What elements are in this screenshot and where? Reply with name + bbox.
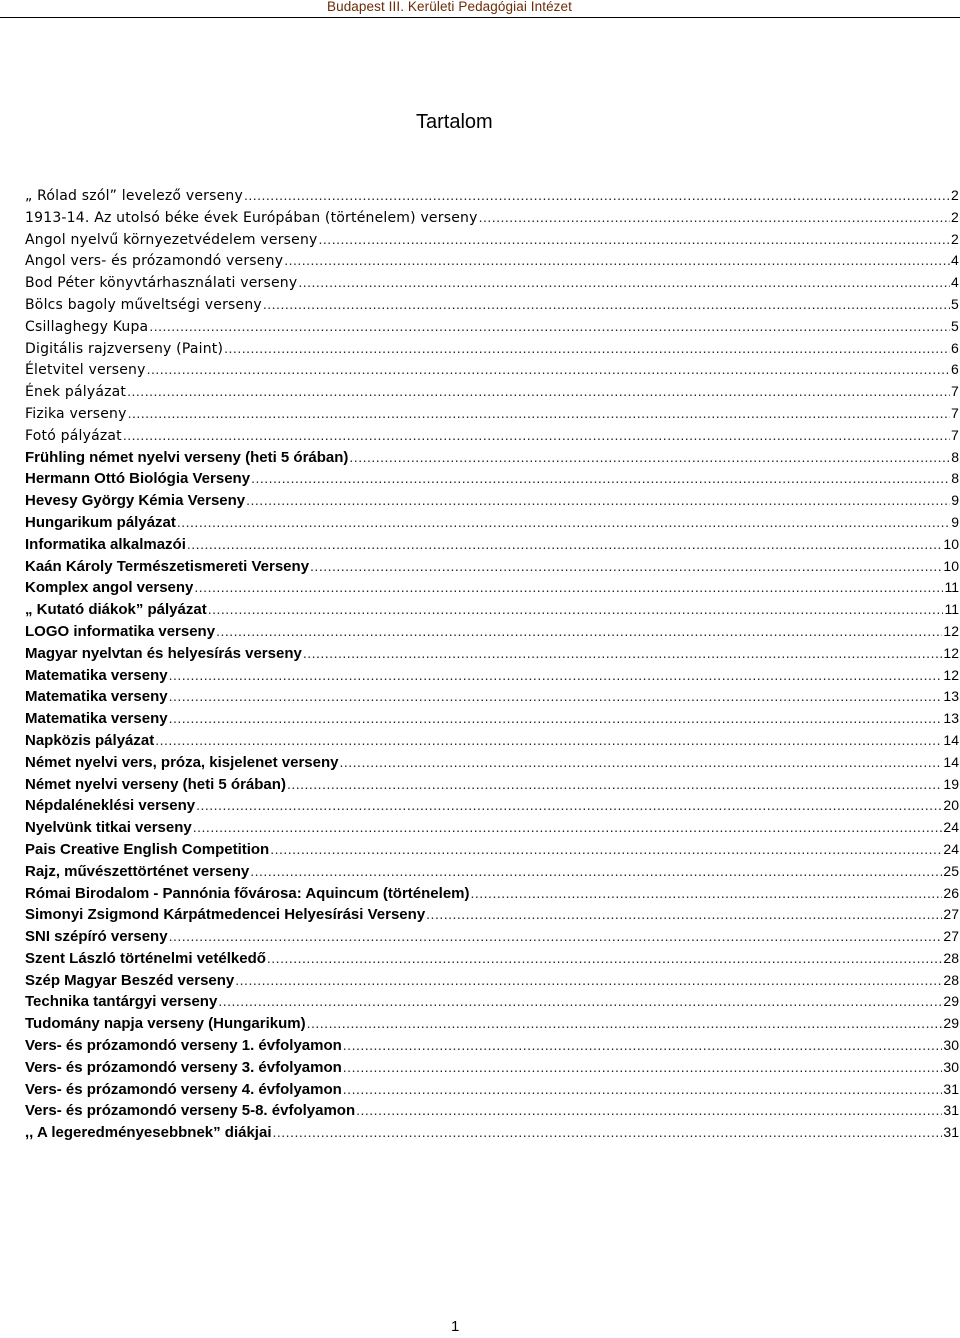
toc-dot-leader [224,338,950,360]
toc-entry-title: Csillaghegy Kupa [25,318,149,335]
toc-entry[interactable] [25,468,959,490]
toc-entry-page: 5 [951,317,959,334]
toc-dot-leader [343,1035,943,1057]
page-header [0,0,960,18]
toc-entry-title: Vers- és prózamondó verseny 4. évfolyamon [25,1080,342,1098]
toc-entry[interactable] [25,490,959,512]
toc-entry-page: 4 [951,274,959,291]
toc-entry[interactable] [25,556,959,578]
toc-entry-title: LOGO informatika verseny [25,622,216,640]
toc-entry-title: Angol vers- és prózamondó verseny [25,253,284,270]
toc-entry[interactable] [25,381,959,403]
toc-dot-leader [235,970,942,992]
toc-dot-leader [216,621,942,643]
toc-dot-leader [298,272,950,294]
toc-entry[interactable] [25,686,959,708]
toc-entry-page: 13 [943,688,959,705]
toc-entry-page: 11 [944,601,959,618]
toc-entry-title: Hevesy György Kémia Verseny [25,492,246,510]
toc-entry[interactable] [25,1122,959,1144]
toc-entry-page: 25 [943,862,959,879]
toc-entry-title: Bölcs bagoly műveltségi verseny [25,296,262,313]
toc-entry[interactable] [25,883,959,905]
toc-entry[interactable] [25,991,959,1013]
toc-entry-title: „ Kutató diákok” pályázat [25,601,207,619]
toc-dot-leader [187,534,943,556]
toc-entry[interactable] [25,447,959,469]
toc-entry-page: 14 [943,731,959,748]
toc-entry-page: 2 [951,208,959,225]
toc-entry[interactable] [25,316,959,338]
toc-entry[interactable] [25,970,959,992]
toc-entry-title: Hermann Ottó Biológia Verseny [25,470,251,488]
toc-entry-title: Ének pályázat [25,384,127,401]
toc-entry[interactable] [25,948,959,970]
toc-entry[interactable] [25,207,959,229]
toc-entry-title: SNI szépíró verseny [25,928,168,946]
toc-dot-leader [169,686,943,708]
toc-entry-page: 12 [943,666,959,683]
toc-entry-title: „ Rólad szól” levelező verseny [25,188,243,204]
toc-dot-leader [169,926,943,948]
toc-dot-leader [244,185,950,207]
toc-entry-title: Matematika verseny [25,710,168,728]
toc-entry-page: 31 [943,1080,959,1097]
toc-entry[interactable] [25,577,959,599]
toc-entry-page: 28 [943,949,959,966]
toc-dot-leader [479,207,950,229]
toc-entry-page: 19 [943,775,959,792]
toc-dot-leader [426,904,942,926]
header-institution: Budapest III. Kerületi Pedagógiai Intézet [326,0,572,14]
toc-entry-title: Komplex angol verseny [25,579,194,597]
toc-entry[interactable] [25,1079,959,1101]
toc-entry-page: 6 [951,339,959,356]
toc-dot-leader [250,861,942,883]
toc-entry[interactable] [25,250,959,272]
toc-entry-page: 27 [943,906,959,923]
toc-entry[interactable] [25,1013,959,1035]
toc-dot-leader [155,730,942,752]
toc-entry-title: Bod Péter könyvtárhasználati verseny [25,275,298,292]
toc-entry-page: 28 [943,971,959,988]
toc-dot-leader [208,599,944,621]
toc-entry-page: 24 [943,819,959,836]
toc-dot-leader [147,359,950,381]
toc-entry-title: Szép Magyar Beszéd verseny [25,971,235,989]
toc-dot-leader [273,1122,943,1144]
toc-entry-page: 30 [943,1058,959,1075]
toc-dot-leader [343,1057,943,1079]
toc-entry-page: 24 [943,840,959,857]
toc-dot-leader [356,1100,942,1122]
toc-entry-page: 26 [943,884,959,901]
toc-dot-leader [349,447,950,469]
toc-dot-leader [284,250,950,272]
toc-dot-leader [251,468,950,490]
toc-entry-title: Digitális rajzverseny (Paint) [25,340,224,357]
toc-entry[interactable] [25,861,959,883]
toc-entry-title: Fizika verseny [25,405,127,422]
toc-entry[interactable] [25,708,959,730]
toc-entry-page: 31 [943,1102,959,1119]
toc-entry-page: 4 [951,252,959,269]
toc-entry-page: 6 [951,361,959,378]
toc-entry-title: Technika tantárgyi verseny [25,993,218,1011]
toc-dot-leader [193,817,943,839]
toc-entry[interactable] [25,1100,959,1122]
toc-entry-page: 29 [943,993,959,1010]
toc-entry-page: 2 [951,187,959,203]
toc-dot-leader [149,316,950,338]
toc-dot-leader [267,948,943,970]
toc-entry[interactable] [25,403,959,425]
toc-entry-page: 8 [951,470,959,487]
toc-entry-title: Magyar nyelvtan és helyesírás verseny [25,644,302,662]
toc-dot-leader [319,229,950,251]
toc-entry-title: Matematika verseny [25,666,168,684]
toc-entry[interactable] [25,338,959,360]
toc-entry-page: 2 [951,230,959,247]
toc-entry-page: 11 [944,579,959,596]
toc-dot-leader [246,490,950,512]
toc-dot-leader [169,665,943,687]
toc-entry-title: Matematika verseny [25,688,168,706]
toc-entry[interactable] [25,425,959,447]
toc-entry-page: 9 [951,492,959,509]
toc-dot-leader [127,381,950,403]
toc-entry-title: Simonyi Zsigmond Kárpátmedencei Helyesírási Verseny [25,906,426,924]
toc-dot-leader [263,294,950,316]
toc-entry-title: Napközis pályázat [25,731,155,749]
toc-entry-title: Rajz, művészettörténet verseny [25,862,250,880]
toc-entry-title: Életvitel verseny [25,362,146,379]
toc-entry-page: 12 [943,622,959,639]
toc-entry-page: 30 [943,1037,959,1054]
toc-entry[interactable] [25,795,959,817]
toc-dot-leader [343,1079,943,1101]
toc-entry[interactable] [25,665,959,687]
toc-entry-page: 29 [943,1015,959,1032]
toc-entry[interactable] [25,817,959,839]
toc-entry-page: 13 [943,710,959,727]
page-number: 1 [451,1318,460,1335]
toc-entry[interactable] [25,599,959,621]
toc-entry[interactable] [25,229,959,251]
toc-entry[interactable] [25,621,959,643]
toc-entry-title: Római Birodalom - Pannónia fővárosa: Aquincum (történelem) [25,884,470,902]
toc-entry-page: 5 [951,295,959,312]
toc-entry[interactable] [25,512,959,534]
toc-entry-page: 7 [951,426,959,443]
toc-entry-page: 10 [943,535,959,552]
toc-entry[interactable] [25,926,959,948]
toc-entry[interactable] [25,904,959,926]
toc-dot-leader [128,403,950,425]
toc-dot-leader [169,708,943,730]
toc-entry-page: 20 [943,797,959,814]
toc-entry-page: 8 [951,448,959,465]
toc-entry-title: Szent László történelmi vetélkedő [25,949,266,967]
toc-entry[interactable] [25,359,959,381]
toc-entry-title: Frühling német nyelvi verseny (heti 5 órában) [25,448,349,466]
toc-dot-leader [218,991,942,1013]
toc-entry-title: Vers- és prózamondó verseny 3. évfolyamon [25,1058,342,1076]
toc-dot-leader [307,1013,943,1035]
toc-dot-leader [303,643,943,665]
toc-entry-page: 12 [943,644,959,661]
toc-entry-title: Fotó pályázat [25,427,122,444]
toc-entry-title: Német nyelvi verseny (heti 5 órában) [25,775,286,793]
toc-dot-leader [471,883,943,905]
toc-entry[interactable] [25,294,959,316]
page-title: Tartalom [416,111,493,133]
toc-entry-page: 7 [951,404,959,421]
toc-entry-title: Kaán Károly Természetismereti Verseny [25,557,310,575]
toc-dot-leader [340,752,943,774]
toc-entry[interactable] [25,272,959,294]
toc-dot-leader [123,425,950,447]
toc-entry-title: Német nyelvi vers, próza, kisjelenet verseny [25,753,339,771]
toc-entry[interactable] [25,839,959,861]
toc-entry[interactable] [25,1057,959,1079]
toc-dot-leader [270,839,942,861]
toc-entry[interactable] [25,534,959,556]
toc-entry[interactable] [25,1035,959,1057]
toc-entry[interactable] [25,730,959,752]
table-of-contents [25,185,959,1144]
toc-entry[interactable] [25,752,959,774]
toc-entry-page: 14 [943,753,959,770]
toc-dot-leader [287,774,942,796]
toc-entry[interactable] [25,774,959,796]
toc-entry-title: Tudomány napja verseny (Hungarikum) [25,1015,306,1033]
toc-entry-title: Informatika alkalmazói [25,535,186,553]
toc-entry-title: Nyelvünk titkai verseny [25,819,192,837]
toc-entry-title: ,, A legeredményesebbnek” diákjai [25,1124,272,1142]
toc-entry[interactable] [25,643,959,665]
toc-entry[interactable] [25,185,959,207]
toc-entry-page: 7 [951,383,959,400]
toc-entry-page: 27 [943,928,959,945]
toc-entry-title: Pais Creative English Competition [25,840,270,858]
toc-dot-leader [177,512,950,534]
toc-entry-title: Hungarikum pályázat [25,513,176,531]
toc-entry-page: 9 [951,513,959,530]
toc-entry-title: Vers- és prózamondó verseny 1. évfolyamon [25,1037,342,1055]
toc-dot-leader [196,795,942,817]
toc-entry-title: Vers- és prózamondó verseny 5-8. évfolyamon [25,1102,356,1120]
toc-entry-title: Angol nyelvű környezetvédelem verseny [25,231,318,248]
toc-entry-page: 31 [943,1124,959,1141]
toc-entry-title: Népdaléneklési verseny [25,797,196,815]
toc-entry-page: 10 [943,557,959,574]
toc-dot-leader [194,577,943,599]
toc-dot-leader [310,556,942,578]
toc-entry-title: 1913-14. Az utolsó béke évek Európában (történelem) verseny [25,209,478,226]
